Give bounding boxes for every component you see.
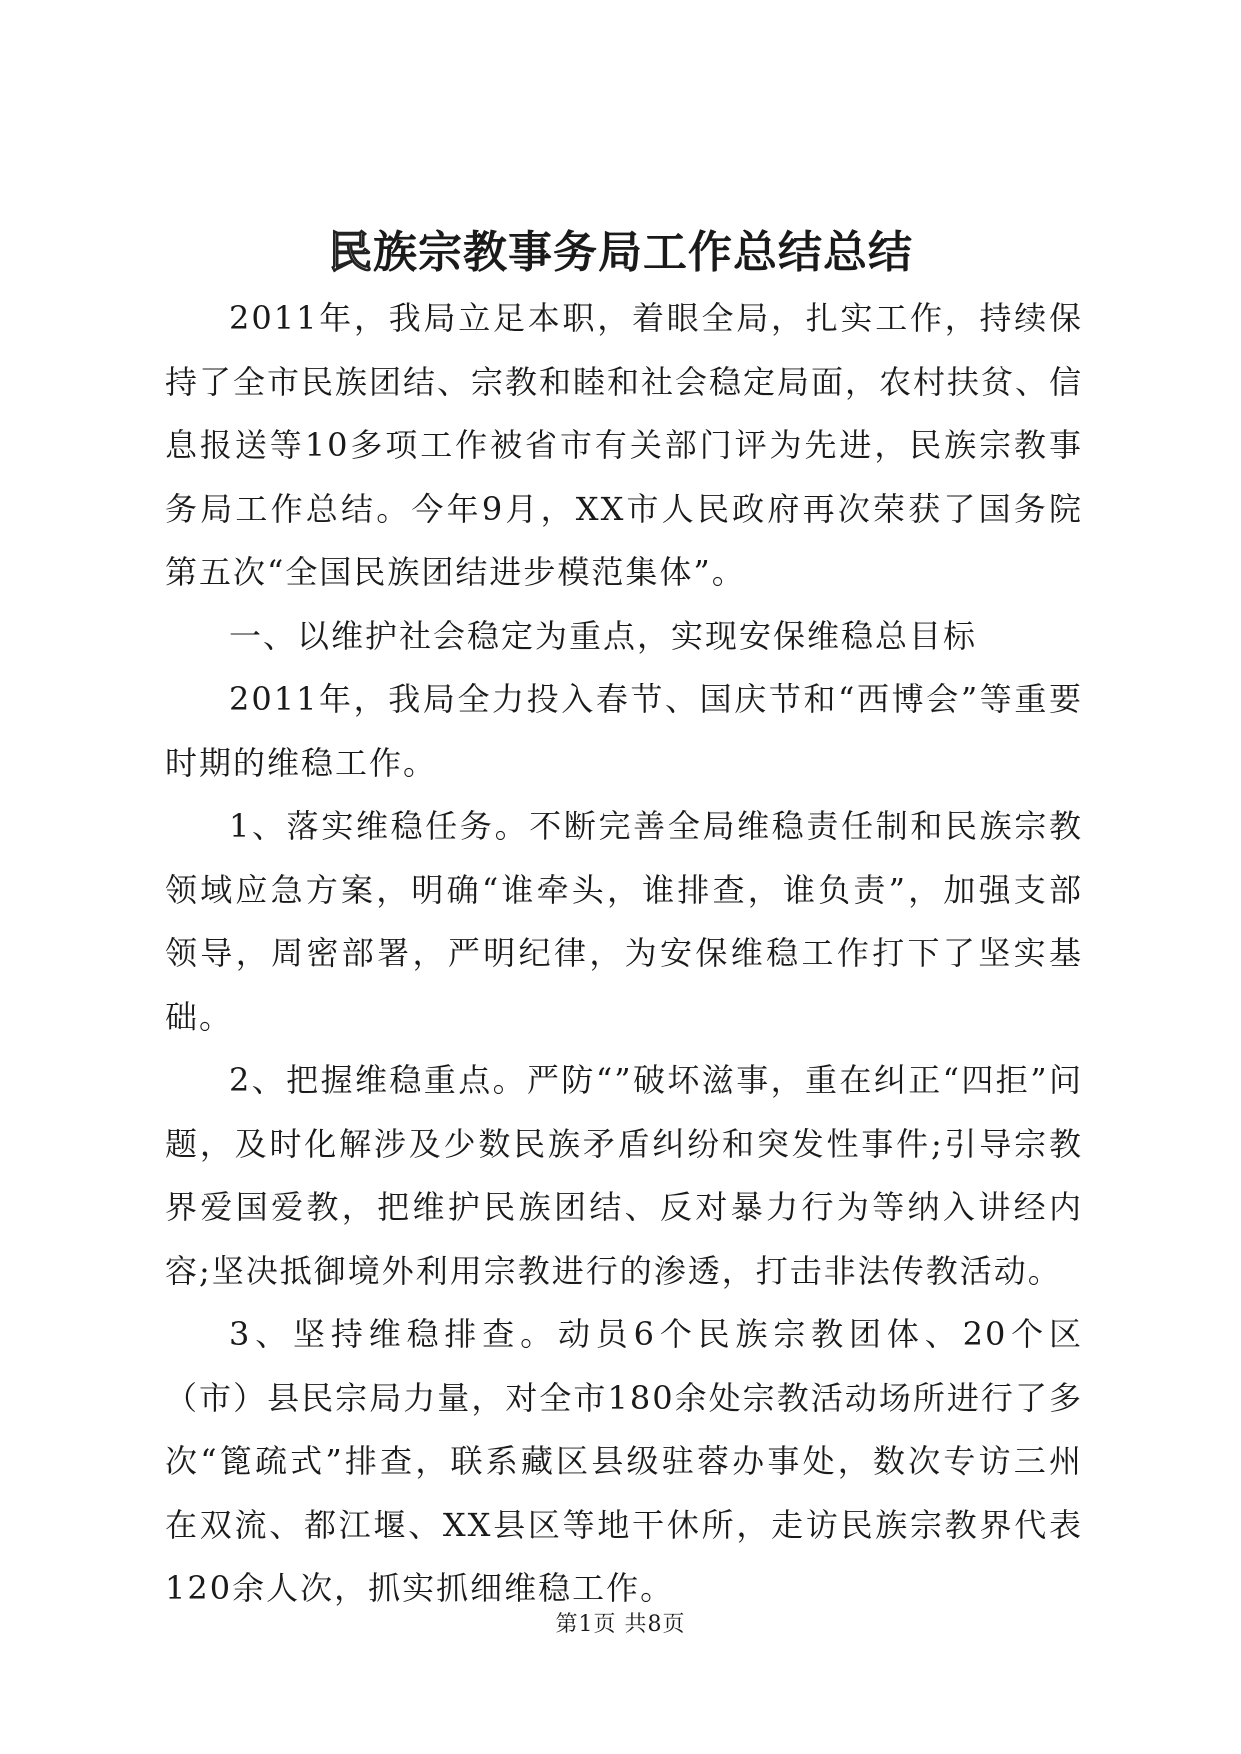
document-body [165,287,1083,1621]
paragraph-section-intro: 2011年，我局全力投入春节、国庆节和“西博会”等重要时期的维稳工作。 [165,680,1083,782]
paragraph-item-1: 1、落实维稳任务。不断完善全局维稳责任制和民族宗教领域应急方案，明确“谁牵头，谁排查，谁负责”，加强支部领导，周密部署，严明纪律，为安保维稳工作打下了坚实基础。 [165,807,1083,1036]
document-title [0,223,1241,283]
section-heading: 一、以维护社会稳定为重点，实现安保维稳总目标 [229,616,978,655]
paragraph-intro: 2011年，我局立足本职，着眼全局，扎实工作，持续保持了全市民族团结、宗教和睦和社会稳定局面，农村扶贫、信息报送等10多项工作被省市有关部门评为先进，民族宗教事务局工作总结。今年9月，XX市人民政府再次荣获了国务院第五次“全国民族团结进步模范集体”。 [165,299,1084,591]
page-footer: 第1页 共8页 [555,1612,686,1637]
title-text: 族宗教事务局工作总结总结 [373,227,913,278]
paragraph-item-3: 3、坚持维稳排查。动员6个民族宗教团体、20个区（市）县民宗局力量，对全市180余处宗教活动场所进行了多次“篦疏式”排查，联系藏区县级驻蓉办事处，数次专访三州在双流、都江堰、XX县区等地干休所，走访民族宗教界代表120余人次，抓实抓细维稳工作。 [165,1315,1083,1607]
paragraph-item-2: 2、把握维稳重点。严防“”破坏滋事，重在纠正“四拒”问题，及时化解涉及少数民族矛盾纠纷和突发性事件;引导宗教界爱国爱教，把维护民族团结、反对暴力行为等纳入讲经内容;坚决抵御境外利用宗教进行的渗透，打击非法传教活动。 [165,1061,1083,1290]
title-first-char: 民 [328,227,373,278]
